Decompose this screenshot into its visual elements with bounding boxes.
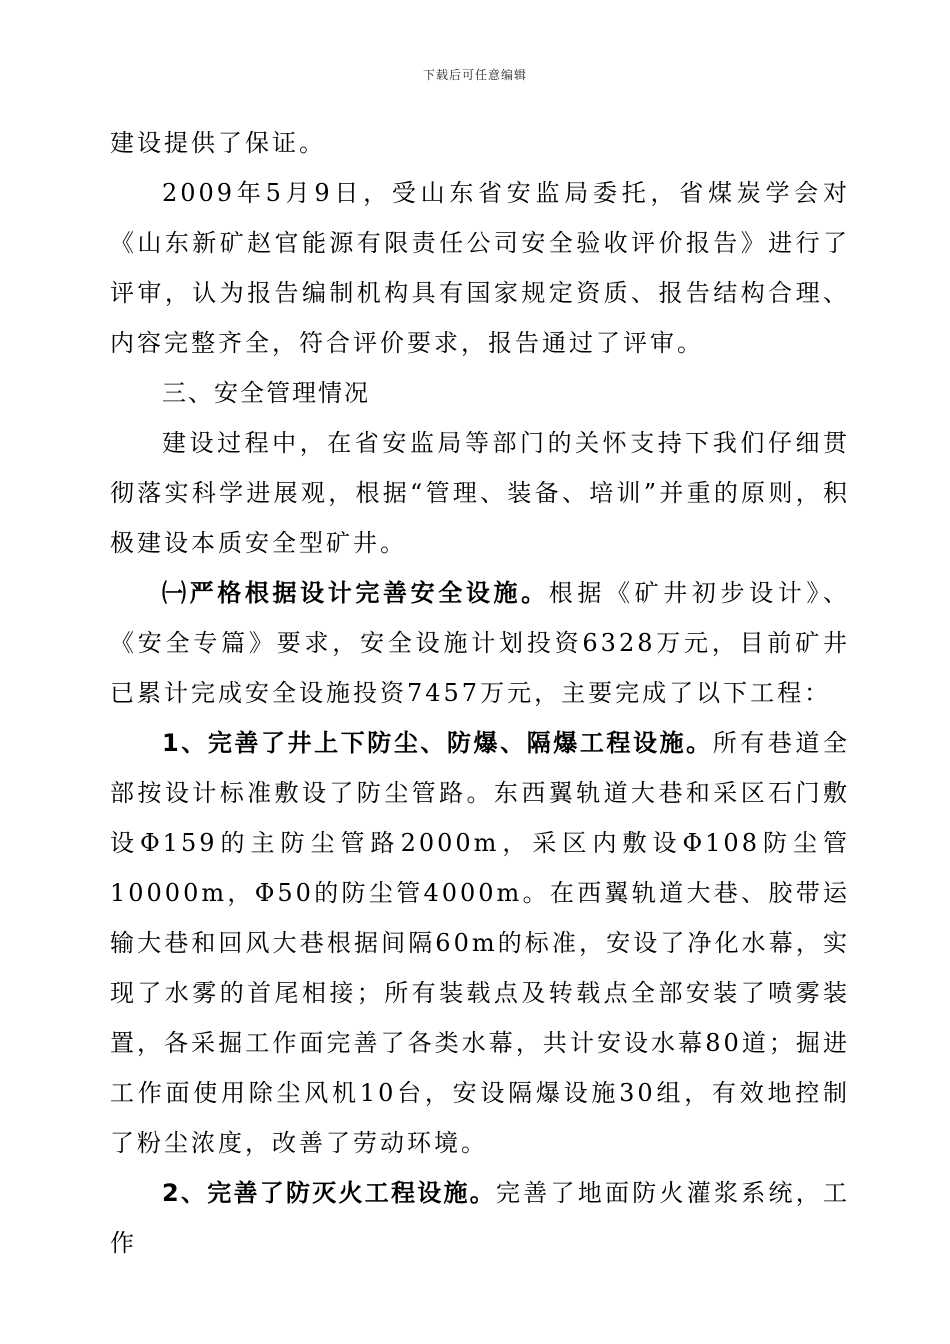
paragraph-text: 根据《矿井初步设计》、《安全专篇》要求，安全设施计划投资6328万元，目前矿井已累计完成安全设施投资7457万元，主要完成了以下工程： xyxy=(110,579,850,707)
paragraph-text: 2009年5月9日，受山东省安监局委托，省煤炭学会对《山东新矿赵官能源有限责任公司安全验收评价报告》进行了评审，认为报告编制机构具有国家规定资质、报告结构合理、内容完整齐全，符合评价要求，报告通过了评审。 xyxy=(110,179,850,357)
paragraph-lead-bold: 2、完善了防灭火工程设施。 xyxy=(162,1179,496,1207)
paragraph-dust-prevention xyxy=(110,718,850,1168)
page-header: 下载后可任意编辑 xyxy=(422,68,527,82)
paragraph-text: 建设提供了保证。 xyxy=(110,129,326,157)
paragraph-continuation xyxy=(110,118,850,168)
paragraph-text: 完善了地面防火灌浆系统，工作 xyxy=(110,1179,851,1257)
section-heading: 三、安全管理情况 xyxy=(162,379,370,407)
document-body xyxy=(110,118,850,1268)
paragraph-lead-bold: 1、完善了井上下防尘、防爆、隔爆工程设施。 xyxy=(162,729,713,757)
paragraph-lead-bold: ㈠严格根据设计完善安全设施。 xyxy=(162,579,549,607)
paragraph-text: 建设过程中，在省安监局等部门的关怀支持下我们仔细贯彻落实科学进展观，根据“管理、装备、培训”并重的原则，积极建设本质安全型矿井。 xyxy=(110,429,850,557)
paragraph-fire-prevention xyxy=(110,1168,850,1268)
paragraph-management xyxy=(110,418,850,568)
paragraph-review xyxy=(110,168,850,368)
paragraph-safety-facilities xyxy=(110,568,850,718)
paragraph-text: 所有巷道全部按设计标准敷设了防尘管路。东西翼轨道大巷和采区石门敷设Φ159的主防尘管路2000m，采区内敷设Φ108防尘管10000m，Φ50的防尘管4000m。在西翼轨道大巷、胶带运输大巷和回风大巷根据间隔60m的标准，安设了净化水幕，实现了水雾的首尾相接；所有装载点及转载点全部安装了喷雾装置，各采掘工作面完善了各类水幕，共计安设水幕80道；掘进工作面使用除尘风机10台，安设隔爆设施30组，有效地控制了粉尘浓度，改善了劳动环境。 xyxy=(110,729,851,1157)
